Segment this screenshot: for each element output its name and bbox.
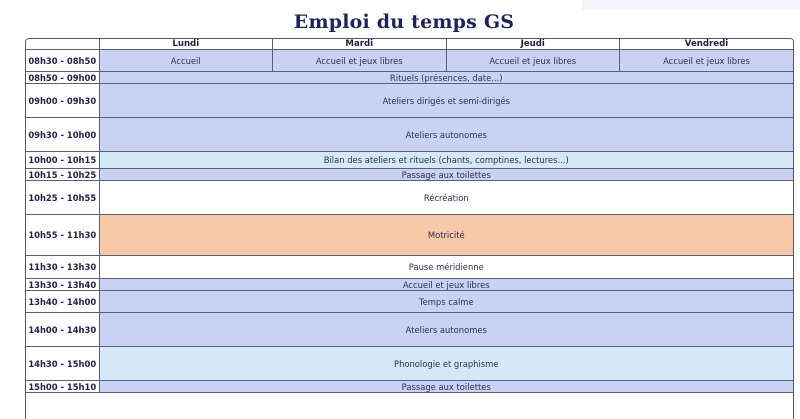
table-row [26, 313, 793, 347]
time-slot: 09h30 - 10h00 [26, 118, 99, 152]
activity-cell-mardi: Accueil et jeux libres [273, 50, 447, 72]
table-row [26, 279, 793, 291]
time-slot: 13h30 - 13h40 [26, 279, 99, 291]
activity-cell: Bilan des ateliers et rituels (chants, comptines, lectures...) [99, 152, 793, 169]
table-row [26, 50, 793, 72]
table-row [26, 215, 793, 256]
time-slot: 13h40 - 14h00 [26, 291, 99, 313]
day-header-jeudi: Jeudi [446, 39, 620, 50]
activity-cell: Récréation [99, 181, 793, 215]
activity-cell: Phonologie et graphisme [99, 347, 793, 381]
activity-cell: Motricité [99, 215, 793, 256]
activity-cell: Ateliers autonomes [99, 118, 793, 152]
activity-cell: Temps calme [99, 291, 793, 313]
day-header-vendredi: Vendredi [620, 39, 794, 50]
table-row [26, 256, 793, 279]
table-row [26, 291, 793, 313]
time-slot: 09h00 - 09h30 [26, 84, 99, 118]
activity-cell: Rituels (présences, date...) [99, 72, 793, 84]
time-slot: 08h30 - 08h50 [26, 50, 99, 72]
activity-cell: Ateliers autonomes [99, 313, 793, 347]
timetable [26, 39, 793, 393]
time-slot: 10h55 - 11h30 [26, 215, 99, 256]
timetable-sheet [25, 38, 794, 419]
page-title: Emploi du temps GS [293, 11, 515, 33]
time-slot: 14h30 - 15h00 [26, 347, 99, 381]
table-row [26, 84, 793, 118]
table-row [26, 152, 793, 169]
activity-cell-lundi: Accueil [99, 50, 273, 72]
table-row [26, 118, 793, 152]
header-row [26, 39, 793, 50]
time-slot: 08h50 - 09h00 [26, 72, 99, 84]
table-row [26, 169, 793, 181]
time-slot: 10h25 - 10h55 [26, 181, 99, 215]
table-row [26, 72, 793, 84]
day-header-lundi: Lundi [99, 39, 273, 50]
table-row [26, 181, 793, 215]
top-right-panel [582, 0, 800, 10]
activity-cell: Ateliers dirigés et semi-dirigés [99, 84, 793, 118]
time-slot: 11h30 - 13h30 [26, 256, 99, 279]
table-row [26, 381, 793, 393]
time-slot: 10h15 - 10h25 [26, 169, 99, 181]
time-slot: 15h00 - 15h10 [26, 381, 99, 393]
activity-cell: Pause méridienne [99, 256, 793, 279]
activity-cell: Passage aux toilettes [99, 381, 793, 393]
activity-cell: Passage aux toilettes [99, 169, 793, 181]
table-row [26, 347, 793, 381]
time-slot: 14h00 - 14h30 [26, 313, 99, 347]
time-slot: 10h00 - 10h15 [26, 152, 99, 169]
activity-cell: Accueil et jeux libres [99, 279, 793, 291]
day-header-mardi: Mardi [273, 39, 447, 50]
activity-cell-jeudi: Accueil et jeux libres [446, 50, 620, 72]
activity-cell-vendredi: Accueil et jeux libres [620, 50, 794, 72]
corner-cell [26, 39, 99, 50]
